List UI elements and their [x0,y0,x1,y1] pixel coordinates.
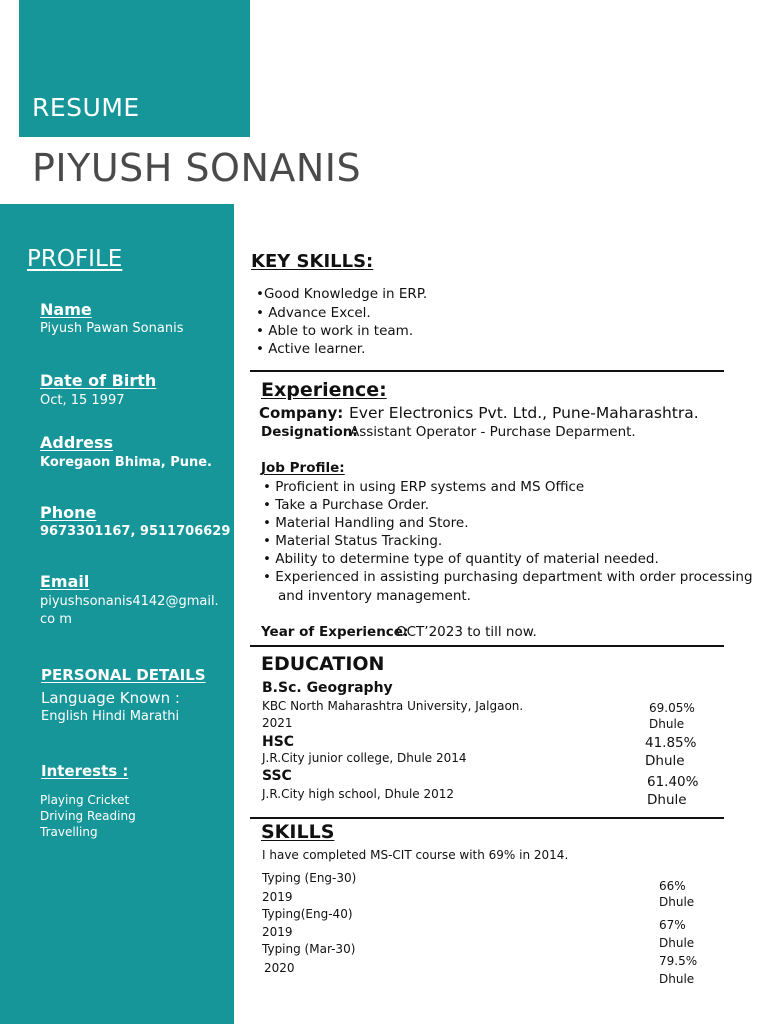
education-percent: 69.05% [649,701,695,715]
language-value: English Hindi Marathi [41,709,180,724]
skill-year: 2019 [262,925,293,939]
divider [250,645,724,647]
education-place: Dhule [649,717,685,731]
education-place: Dhule [645,753,685,769]
company-label: Company: [259,404,344,422]
job-item: • Material Status Tracking. [263,533,443,549]
job-item-continued: and inventory management. [278,588,471,604]
job-profile-label: Job Profile: [261,460,345,476]
name-value: Piyush Pawan Sonanis [40,321,184,336]
interest-item: Travelling [40,825,98,839]
skills-title: SKILLS [261,821,335,843]
job-item: • Ability to determine type of quantity of material needed. [263,551,659,567]
job-item: • Experienced in assisting purchasing department with order processing [263,569,753,585]
phone-heading: Phone [40,503,97,522]
skill-percent: 79.5% [659,954,698,968]
key-skill-item: • Active learner. [256,341,366,357]
education-institution: J.R.City high school, Dhule 2012 [262,787,455,801]
years-label: Year of Experience: [261,624,409,640]
designation-label: Designation: [261,424,358,440]
name-heading: Name [40,300,92,319]
key-skills-title: KEY SKILLS: [251,251,374,272]
experience-title: Experience: [261,379,387,401]
language-label: Language Known : [41,689,180,707]
education-title: EDUCATION [261,653,385,675]
key-skill-item: • Able to work in team. [256,323,414,339]
sidebar [0,204,234,1024]
skill-year: 2019 [262,890,293,904]
personal-details-heading: PERSONAL DETAILS [41,666,206,684]
job-item: • Take a Purchase Order. [263,497,430,513]
skill-name: Typing (Mar-30) [262,942,356,956]
education-degree: SSC [262,768,292,784]
key-skill-item: •Good Knowledge in ERP. [256,286,428,302]
education-percent: 61.40% [647,774,699,790]
education-degree: HSC [262,734,295,750]
skill-percent: 66% [659,879,686,893]
email-value-line2: co m [40,612,72,627]
education-place: Dhule [647,792,687,808]
interests-heading: Interests : [41,762,129,780]
profile-title: PROFILE [27,246,123,272]
dob-heading: Date of Birth [40,371,157,390]
divider [250,370,724,372]
skill-place: Dhule [659,972,695,986]
phone-value: 9673301167, 9511706629 [40,524,231,539]
education-institution: J.R.City junior college, Dhule 2014 [262,751,467,765]
education-percent: 41.85% [645,735,697,751]
dob-value: Oct, 15 1997 [40,393,125,408]
candidate-name: PIYUSH SONANIS [32,146,362,190]
key-skill-item: • Advance Excel. [256,305,371,321]
interest-item: Playing Cricket [40,793,130,807]
interest-item: Driving Reading [40,809,136,823]
skill-name: Typing(Eng-40) [262,907,353,921]
job-item: • Material Handling and Store. [263,515,469,531]
skill-name: Typing (Eng-30) [262,871,357,885]
divider [250,817,724,819]
skill-percent: 67% [659,918,686,932]
skill-year: 2020 [264,961,295,975]
education-year: 2021 [262,716,293,730]
skill-place: Dhule [659,936,695,950]
resume-label: RESUME [32,93,140,122]
years-value: OCT’2023 to till now. [396,624,537,640]
skill-place: Dhule [659,895,695,909]
company-value: Ever Electronics Pvt. Ltd., Pune-Maharashtra. [349,404,699,422]
education-institution: KBC North Maharashtra University, Jalgaon. [262,699,524,713]
education-degree: B.Sc. Geography [262,680,393,696]
skills-summary: I have completed MS-CIT course with 69% in 2014. [262,848,569,862]
address-heading: Address [40,433,114,452]
designation-value: Assistant Operator - Purchase Deparment. [350,424,636,440]
address-value: Koregaon Bhima, Pune. [40,455,212,470]
email-heading: Email [40,572,90,591]
job-item: • Proficient in using ERP systems and MS Office [263,479,585,495]
email-value-line1: piyushsonanis4142@gmail. [40,594,219,609]
